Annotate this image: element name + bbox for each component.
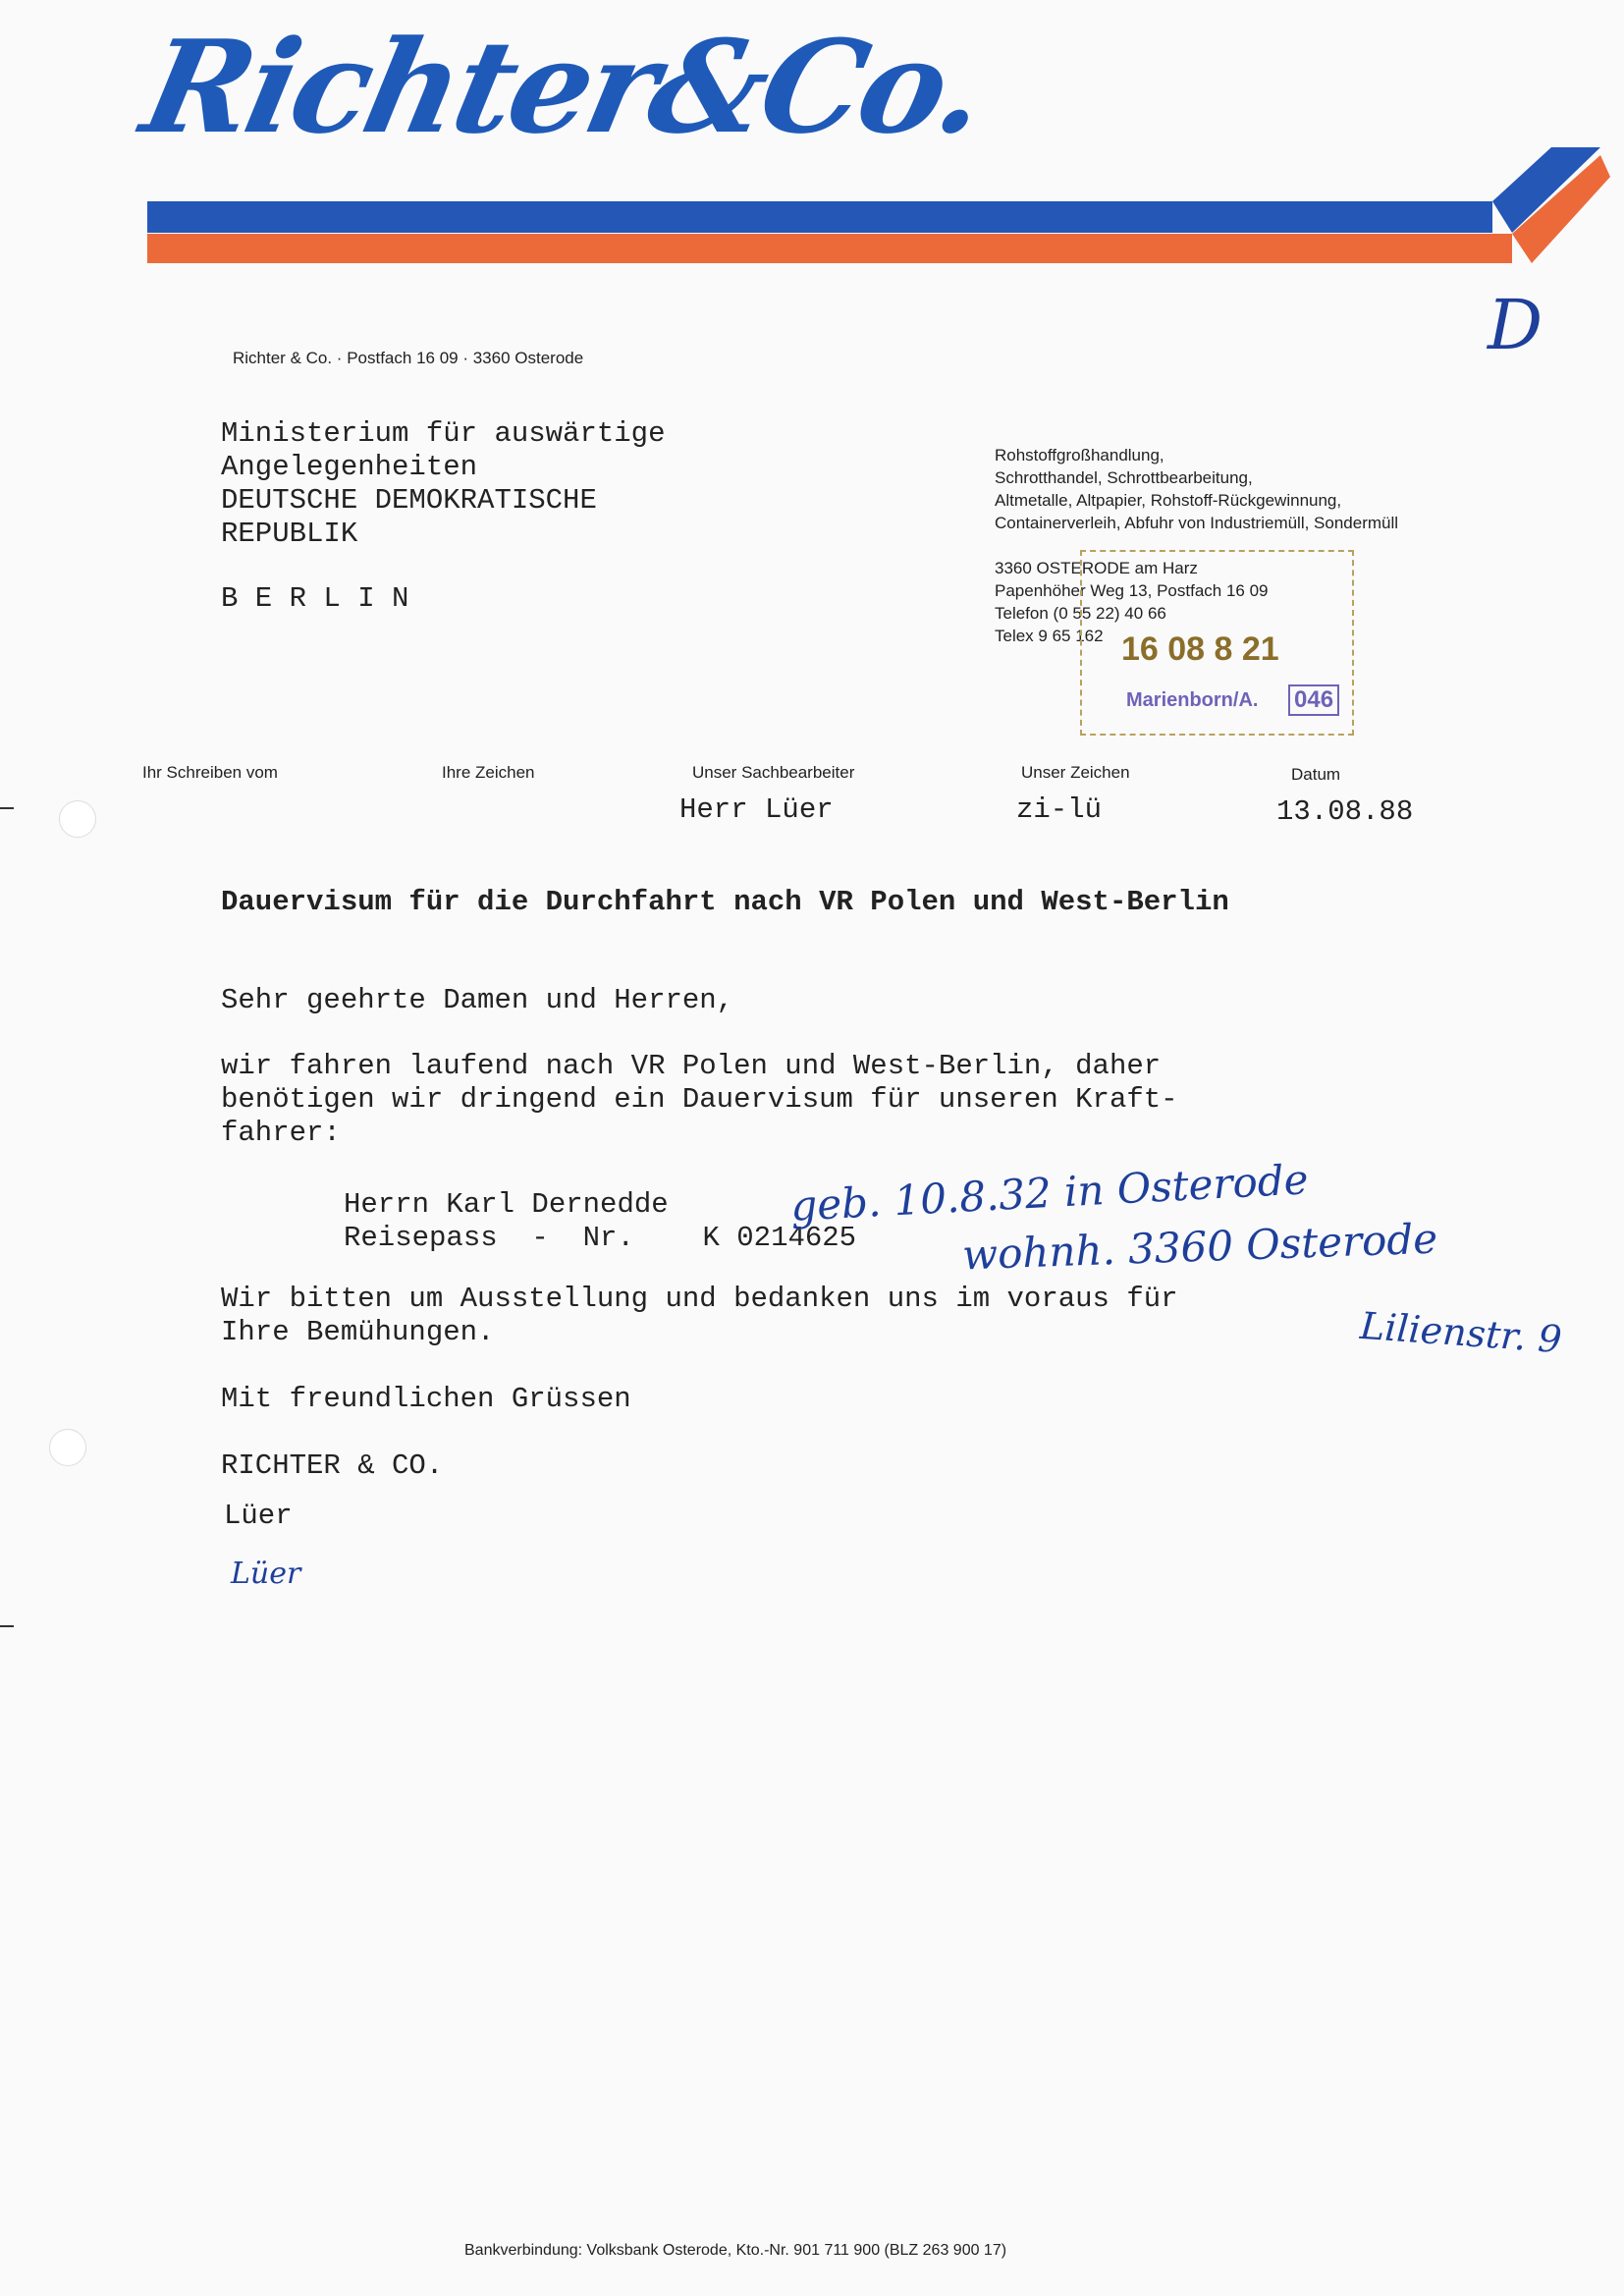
punch-hole [59,800,96,838]
handwritten-birth-note: geb. 10.8.32 in Osterode [789,1155,1310,1230]
body-line: fahrer: [221,1117,341,1149]
company-logo: Richter&Co. [131,12,998,162]
company-closing: RICHTER & CO. [221,1449,444,1482]
company-info-line: Containerverleih, Abfuhr von Industriemüll, Sondermüll [995,514,1399,532]
closing-line: Wir bitten um Ausstellung und bedanken uns im voraus für [221,1283,1178,1315]
passport-number: Reisepass - Nr. K 0214625 [344,1222,857,1254]
company-info-line: Telex 9 65 162 [995,627,1104,645]
recipient-line: DEUTSCHE DEMOKRATISCHE [221,484,597,517]
stripe-swoosh [1453,147,1610,265]
date-value: 13.08.88 [1276,795,1414,828]
closing-paragraph [221,1283,1178,1349]
salutation: Sehr geehrte Damen und Herren, [221,984,734,1016]
stamp-number: 046 [1288,684,1339,716]
sender-return-address: Richter & Co. · Postfach 16 09 · 3360 Osterode [233,349,584,367]
recipient-line: REPUBLIK [221,518,358,550]
label-sachbearbeiter: Unser Sachbearbeiter [692,763,855,782]
company-info-line: Papenhöher Weg 13, Postfach 16 09 [995,581,1269,600]
label-datum: Datum [1291,765,1341,784]
unser-zeichen-value: zi-lü [1016,793,1103,826]
fold-mark [0,807,14,809]
company-info-line: 3360 OSTERODE am Harz [995,559,1198,577]
letter-subject: Dauervisum für die Durchfahrt nach VR Polen und West-Berlin [221,886,1229,918]
recipient-city: B E R L I N [221,582,409,615]
label-ihr-schreiben: Ihr Schreiben vom [142,763,278,782]
letter-body [221,1050,1178,1150]
bank-details-footer: Bankverbindung: Volksbank Osterode, Kto.-Nr. 901 711 900 (BLZ 263 900 17) [464,2242,1007,2259]
company-info-line: Schrotthandel, Schrottbearbeitung, [995,468,1253,487]
driver-details [344,1188,856,1255]
logo-stripe-orange [147,234,1512,263]
handwritten-mark: D [1488,285,1543,365]
handwritten-residence-note: wohnh. 3360 Osterode [961,1214,1438,1280]
driver-name: Herrn Karl Dernedde [344,1188,669,1221]
recipient-line: Angelegenheiten [221,451,478,483]
stamp-code: 16 08 8 21 [1121,630,1279,668]
punch-hole [49,1429,86,1466]
greeting: Mit freundlichen Grüssen [221,1383,631,1415]
fold-mark [0,1625,14,1627]
handwritten-street-note: Lilienstr. 9 [1358,1303,1564,1362]
recipient-line: Ministerium für auswärtige [221,417,666,450]
stamp-place: Marienborn/A. [1126,689,1259,711]
company-info-line: Altmetalle, Altpapier, Rohstoff-Rückgewinnung, [995,491,1342,510]
closing-line: Ihre Bemühungen. [221,1316,495,1348]
signature: Lüer [231,1557,301,1591]
body-line: wir fahren laufend nach VR Polen und West-Berlin, daher [221,1050,1162,1082]
border-stamp [1080,550,1354,736]
body-line: benötigen wir dringend ein Dauervisum für unseren Kraft- [221,1083,1178,1116]
label-ihre-zeichen: Ihre Zeichen [442,763,535,782]
recipient-address [221,417,665,616]
company-info-line: Telefon (0 55 22) 40 66 [995,604,1166,623]
company-info-line: Rohstoffgroßhandlung, [995,446,1164,465]
sachbearbeiter-value: Herr Lüer [679,793,834,826]
logo-stripe-blue [147,201,1492,233]
signer-name: Lüer [224,1500,293,1532]
label-unser-zeichen: Unser Zeichen [1021,763,1130,782]
